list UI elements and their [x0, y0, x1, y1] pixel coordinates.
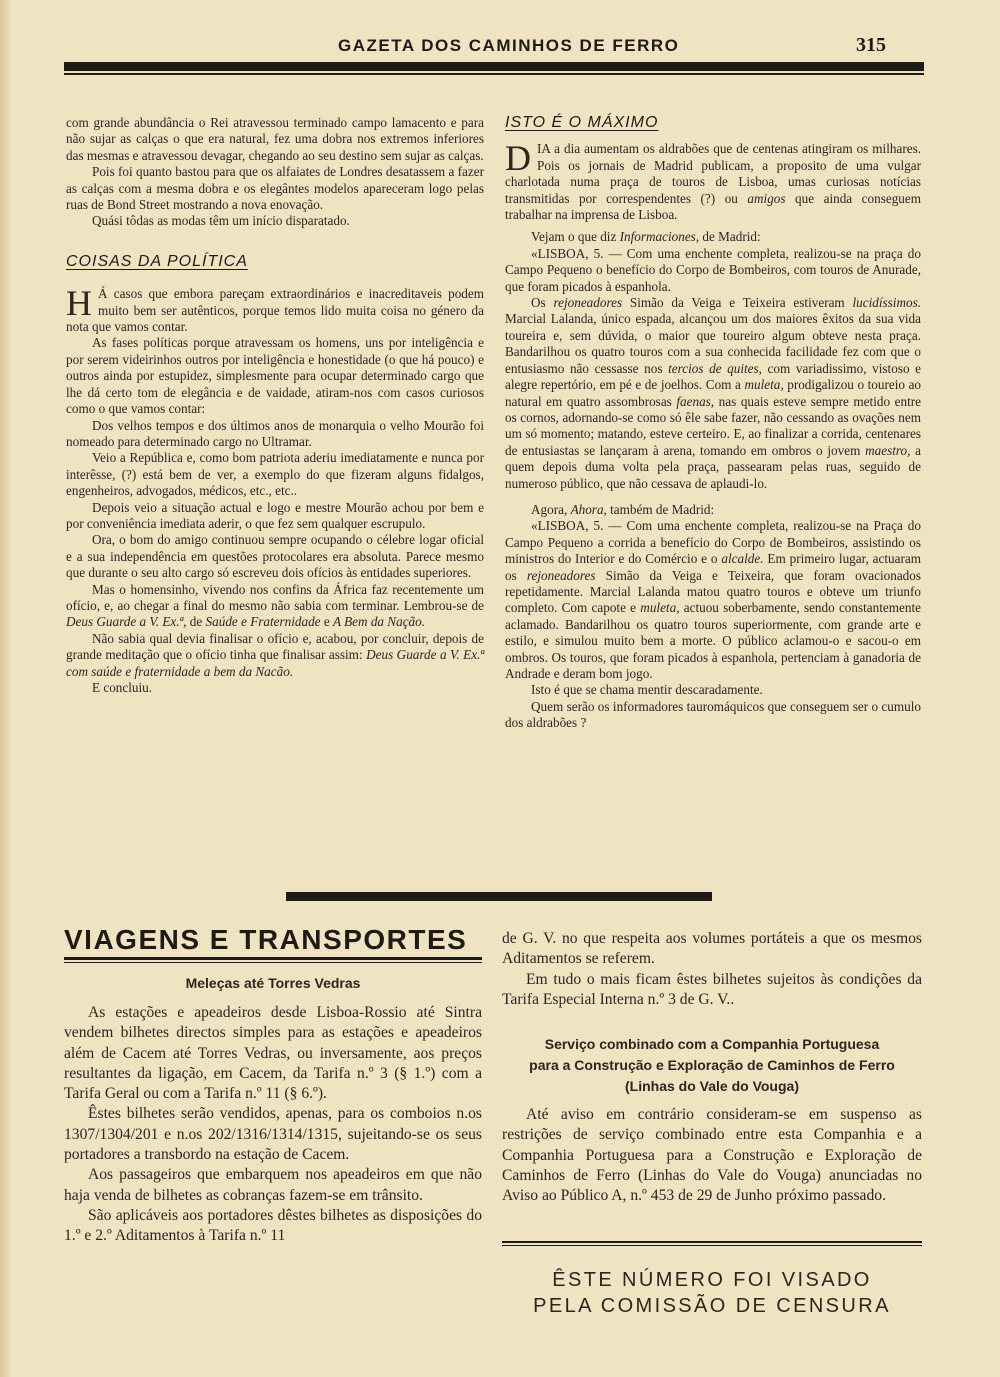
- subhead-meleças: Meleças até Torres Vedras: [185, 975, 361, 991]
- italic-text: alcalde.: [721, 551, 764, 567]
- text: que ainda conseguem trabalhar na imprensa de Lisboa.: [505, 190, 921, 223]
- section-title-maximo: ISTO É O MÁXIMO: [505, 114, 659, 131]
- text: Vejam o que diz: [531, 229, 620, 245]
- subhead-line: para a Construção e Exploração de Caminhos de Ferro: [529, 1057, 895, 1074]
- section-title-politica: COISAS DA POLÍTICA: [66, 252, 248, 270]
- paragraph: Êstes bilhetes serão vendidos, apenas, para os comboios n.os 1307/1304/201 e n.os 202/1316/1314/1315, sujeitando-se os seus portadores a transbordo na estação de Cacem.: [64, 1105, 482, 1164]
- censorship-line: PELA COMISSÃO DE CENSURA: [533, 1295, 891, 1317]
- paragraph: [505, 229, 921, 245]
- paragraph: Ora, o bom do amigo continuou sempre ocupando o célebre logar oficial e a sua independência em questões protocolares era absoluta. Parece mesmo que durante o seu alto cargo só escreveu dois ofícios às entidades superiores.: [66, 532, 484, 581]
- paragraph: Aos passageiros que embarquem nos apeadeiros em que não haja venda de bilhetes as cobranças fazem-se em trânsito.: [64, 1166, 482, 1204]
- italic-text: Informaciones: [619, 229, 696, 245]
- paragraph: [66, 582, 484, 631]
- text: e: [320, 614, 333, 630]
- italic-text: A Bem da Nação.: [332, 614, 426, 630]
- text: , com variadissimo, vistoso e alegre repertório, em pé e de joelhos. Com a: [505, 360, 922, 393]
- paragraph: [66, 631, 484, 680]
- censorship-notice: [502, 1267, 922, 1319]
- paragraph: Depois veio a situação actual e logo e mestre Mourão achou por bem e por conveniência imediata aderir, o que fez sem qualquer escrupulo.: [66, 499, 484, 531]
- text: Em primeiro lugar, actuaram os: [505, 551, 921, 583]
- paragraph: As fases políticas porque atravessam os homens, uns por inteligência e por serem videirinhos outros por inteligência e honestidade (o que há pouco) e outros ainda por estupidez, simplesmente para ocupar determinado cargo que lhe dá certo tom de elegância e de vaidade, atiram-nos com casos curiosos como o que vamos contar:: [66, 335, 484, 417]
- paragraph: Em tudo o mais ficam êstes bilhetes sujeitos às condições da Tarifa Especial Interna n.º 3 de G. V..: [502, 970, 922, 1008]
- section-divider: [286, 892, 712, 901]
- italic-text: Saúde e Fraternidade: [205, 614, 321, 630]
- italic-text: maestro,: [865, 442, 911, 458]
- subhead-servico-combinado: [502, 1034, 922, 1097]
- text: , de: [183, 614, 206, 630]
- text: Os: [531, 295, 554, 311]
- paragraph-text: Á casos que embora pareçam extraordinários e inacreditaveis podem muito bem ser autênticos, porque temos lido muita coisa no género da nota que vamos contar.: [66, 286, 484, 335]
- text: IA a dia aumentam os aldrabões que de centenas atingiram os milhares. Pois os jornais de Madrid publicam, a proposito de uma vulgar charlotada numa praça de touros de Lisboa, umas curiosas notícias transmitidas por correspendentes (?) ou: [505, 141, 921, 206]
- title-rule-thin: [64, 962, 482, 963]
- text: Marcial Lalanda, único espada, alcançou um dos maiores êxitos da sua vida toureira e, sem dúvida, o maior que toureiro algum obteve nesta praça. Bandarilhou os quatro touros com a sua conhecida facilidade fez com que o entusiasmo não cessasse nos: [505, 311, 921, 376]
- text: a quem depois duma volta pela praça, passearam pelas ruas, seguido de numeroso público, que não cessava de aplaudi-lo.: [505, 442, 921, 491]
- paragraph: São aplicáveis aos portadores dêstes bilhetes as disposições do 1.º e 2.º Aditamentos à Tarifa n.º 11: [64, 1206, 482, 1245]
- italic-text: Ahora: [570, 501, 604, 517]
- page-number: 315: [856, 34, 886, 56]
- drop-cap: D: [505, 138, 531, 179]
- paragraph: Dos velhos tempos e dos últimos anos de monarquia o velho Mourão foi nomeado para determinado cargo no Ultramar.: [66, 417, 484, 449]
- text: actuou soberbamente, sendo constantemente aclamado. Bandarilhou os quatro touros superiormente, com grande arte e estilo, e simulou muito bem a morte. O público aclamou-o e sacou-o em ombros. Os touros, que foram picados à espanhola, pertenciam à ganadoria de Andrade e deram bom jogo.: [505, 600, 921, 681]
- italic-text: rejoneadores: [526, 567, 596, 583]
- title-rule: [64, 957, 482, 960]
- header-rule: [64, 62, 924, 71]
- paragraph: «LISBOA, 5. — Com uma enchente completa, realizou-se na praça do Campo Pequeno o benefício do Corpo de Bombeiros, com touros de Anurade, que foram picados à espanhola.: [505, 245, 921, 294]
- text: , também de Madrid:: [603, 501, 715, 517]
- text: Agora,: [531, 501, 571, 517]
- paragraph: [505, 138, 921, 223]
- italic-text: tercios de quites: [668, 360, 759, 376]
- text: prodigalizou o toureio ao natural em quatro assombrosas: [505, 377, 922, 409]
- paragraph: Isto é que se chama mentir descaradamente.: [531, 682, 763, 698]
- text: nas quais esteve sempre metido entre os cornos, adornando-se como só êle sabe fazer, não cessando as ovações nem um só momento; matando, esteve certeiro. E, ao finalizar a corrida, centenares de entusiastas se lançaram à arena, tomando em ombros o jovem: [505, 393, 921, 458]
- italic-text: lucidíssimos.: [852, 295, 922, 311]
- italic-text: Deus Guarde a V. Ex.ª com saúde e fraternidade a bem da Nacão.: [66, 647, 484, 679]
- paragraph: de G. V. no que respeita aos volumes portáteis a que os mesmos Aditamentos se referem.: [502, 930, 922, 968]
- paragraph: Quem serão os informadores tauromáquicos que conseguem ser o cumulo dos aldrabões ?: [505, 698, 921, 731]
- paragraph: [66, 283, 484, 335]
- italic-text: muleta,: [744, 377, 784, 393]
- italic-text: muleta,: [640, 600, 680, 616]
- text: Não sabia qual devia finalisar o ofício e, acabou, por concluir, depois de grande meditação que o ofício tinha que finalisar assim:: [66, 630, 484, 663]
- censorship-line: ÊSTE NÚMERO FOI VISADO: [552, 1269, 872, 1291]
- drop-cap: H: [66, 283, 92, 324]
- text: Simão da Veiga e Teixeira estiveram: [622, 295, 853, 311]
- paragraph: [505, 502, 921, 518]
- lower-right-column: [502, 929, 922, 1207]
- notice-rule: [502, 1241, 922, 1243]
- header-rule-thin: [64, 73, 924, 75]
- paragraph: com grande abundância o Rei atravessou terminado campo lamacento e para não sujar as calças o que era natural, fez uma dobra nos extremos inferiores das mesmas e atravessou devagar, chegando ao seu destino sem sujar as calças.: [66, 115, 484, 163]
- paragraph: Veio a República e, como bom patriota aderiu imediatamente e nunca por interêsse, (?) está bem de ver, a exemplo do que fizeram alguns fidalgos, engenheiros, advogados, médicos, etc., etc..: [66, 450, 484, 499]
- italic-text: faenas,: [676, 393, 715, 409]
- italic-text: rejoneadores: [553, 295, 623, 311]
- paragraph: As estações e apeadeiros desde Lisboa-Rossio até Sintra vendem bilhetes directos simples para as estações e apeadeiros além de Cacem até Torres Vedras, ou inversamente, aos preços resultantes da ligação, em Cacem, da Tarifa n.º 3 (§ 1.º) com a Tarifa Geral ou com a Tarifa n.º 11 (§ 6.º).: [64, 1004, 482, 1103]
- right-column: [505, 115, 921, 732]
- italic-text: amigos: [747, 190, 786, 206]
- page-binding-edge: [0, 0, 12, 1377]
- section-title-viagens: VIAGENS E TRANSPORTES: [64, 924, 468, 955]
- left-column: [66, 115, 484, 696]
- paragraph: [505, 518, 921, 682]
- publication-title: GAZETA DOS CAMINHOS DE FERRO: [338, 36, 680, 55]
- subhead-line: (Linhas do Vale do Vouga): [625, 1078, 799, 1095]
- paragraph: E concluiu.: [92, 680, 153, 695]
- subhead-line: Serviço combinado com a Companhia Portuguesa: [544, 1036, 880, 1053]
- text: Mas o homensinho, vivendo nos confins da África faz recentemente um ofício, e, ao chegar a final do mesmo não sabia com terminar. Lembrou-se de: [66, 581, 484, 613]
- italic-text: Deus Guarde a V. Ex.ª: [66, 614, 184, 630]
- lower-left-column: [64, 1003, 482, 1247]
- notice-rule-thin: [502, 1245, 922, 1246]
- text: Simão da Veiga e Teixeira, que foram ovacionados repetidamente. Marcial Lalanda matou quatro touros e obteve um triunfo completo. Com capote e: [505, 567, 921, 616]
- paragraph: Pois foi quanto bastou para que os alfaiates de Londres desatassem a fazer as calças com a mesma dobra e os elegântes modelos apareceram logo pelas ruas de Bond Street mostrando a nova enovação.: [66, 164, 484, 213]
- text: , de Madrid:: [695, 229, 761, 245]
- text: «LISBOA, 5. — Com uma enchente completa, realizou-se na Praça do Campo Pequeno a corrida a benefício do Corpo de Bombeiros, assistindo os ministros do Interior e do Comércio e o: [505, 518, 921, 567]
- paragraph: [505, 295, 921, 492]
- paragraph: Quási tôdas as modas têm um início disparatado.: [92, 213, 350, 229]
- paragraph: Até aviso em contrário consideram-se em suspenso as restrições de serviço combinado entre esta Companhia e a Companhia Portuguesa para a Construção e Exploração de Caminhos de Ferro (Linhas do Vale do Vouga) anunciadas no Aviso ao Público A, n.º 453 de 29 de Junho próximo passado.: [502, 1106, 922, 1205]
